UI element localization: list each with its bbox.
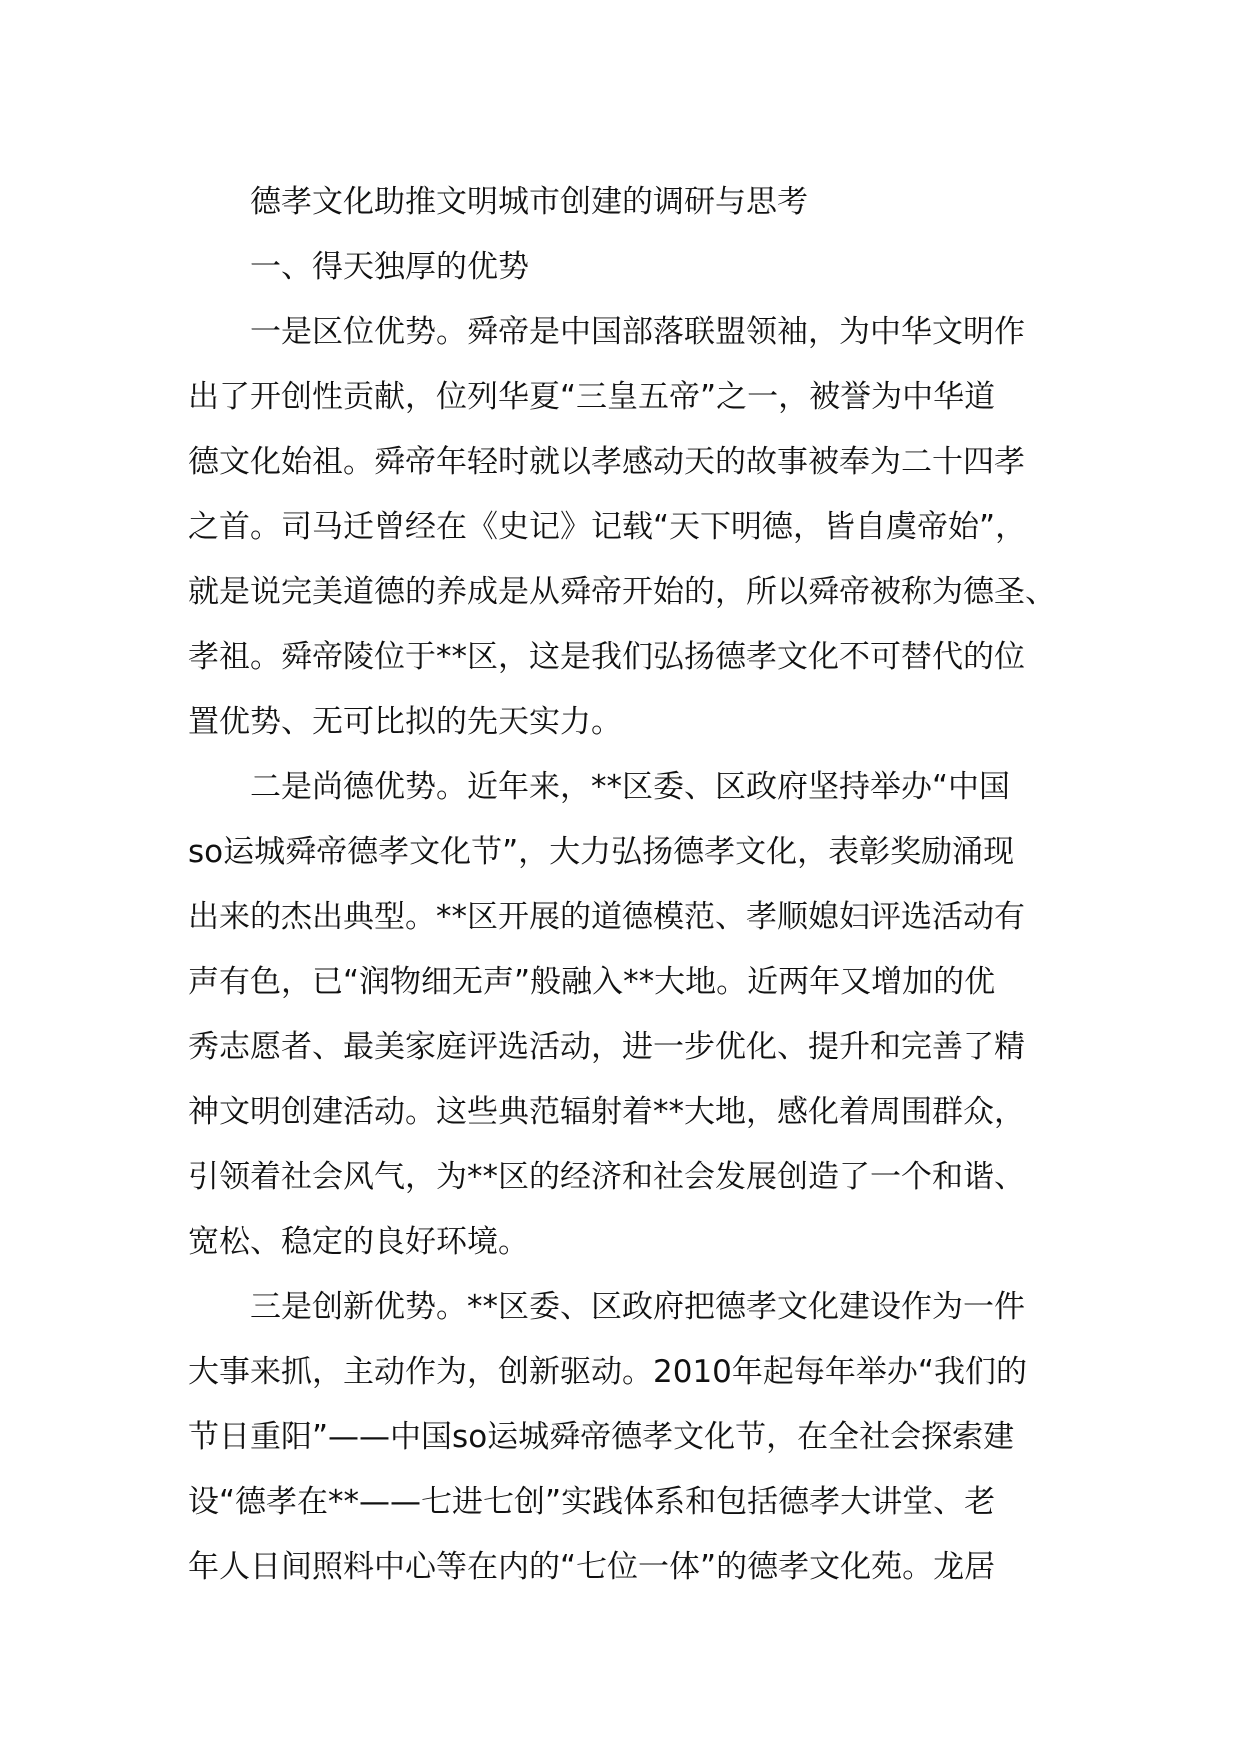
section-heading: 一、得天独厚的优势 (250, 249, 529, 285)
paragraph-line: 年人日间照料中心等在内的“七位一体”的德孝文化苑。龙居 (188, 1549, 996, 1585)
paragraph-line: 德文化始祖。舜帝年轻时就以孝感动天的故事被奉为二十四孝 (188, 444, 1025, 480)
paragraph-line: 出了开创性贡献，位列华夏“三皇五帝”之一，被誉为中华道 (188, 379, 996, 415)
paragraph-line: 神文明创建活动。这些典范辐射着**大地，感化着周围群众， (188, 1094, 1025, 1130)
paragraph-line: 就是说完美道德的养成是从舜帝开始的，所以舜帝被称为德圣、 (188, 574, 1056, 610)
paragraph-line: 宽松、稳定的良好环境。 (188, 1224, 529, 1260)
document-body (188, 170, 1068, 1600)
paragraph-line: 出来的杰出典型。**区开展的道德模范、孝顺媳妇评选活动有 (188, 899, 1025, 935)
paragraph-line: so运城舜帝德孝文化节”，大力弘扬德孝文化，表彰奖励涌现 (188, 834, 1015, 870)
paragraph-line: 设“德孝在**——七进七创”实践体系和包括德孝大讲堂、老 (188, 1484, 996, 1520)
paragraph-line: 置优势、无可比拟的先天实力。 (188, 704, 622, 740)
paragraph-line: 孝祖。舜帝陵位于**区，这是我们弘扬德孝文化不可替代的位 (188, 639, 1025, 675)
document-title: 德孝文化助推文明城市创建的调研与思考 (250, 184, 808, 220)
paragraph-line: 三是创新优势。**区委、区政府把德孝文化建设作为一件 (250, 1289, 1025, 1325)
paragraph-line: 节日重阳”——中国so运城舜帝德孝文化节，在全社会探索建 (188, 1419, 1015, 1455)
paragraph-line: 引领着社会风气，为**区的经济和社会发展创造了一个和谐、 (188, 1159, 1025, 1195)
paragraph-line: 秀志愿者、最美家庭评选活动，进一步优化、提升和完善了精 (188, 1029, 1025, 1065)
paragraph-line: 二是尚德优势。近年来，**区委、区政府坚持举办“中国 (250, 769, 1011, 805)
paragraph-line: 大事来抓，主动作为，创新驱动。2010年起每年举办“我们的 (188, 1354, 1027, 1390)
paragraph-line: 声有色，已“润物细无声”般融入**大地。近两年又增加的优 (188, 964, 996, 1000)
paragraph-line: 一是区位优势。舜帝是中国部落联盟领袖，为中华文明作 (250, 314, 1025, 350)
paragraph-line: 之首。司马迁曾经在《史记》记载“天下明德，皆自虞帝始”， (188, 509, 1027, 545)
